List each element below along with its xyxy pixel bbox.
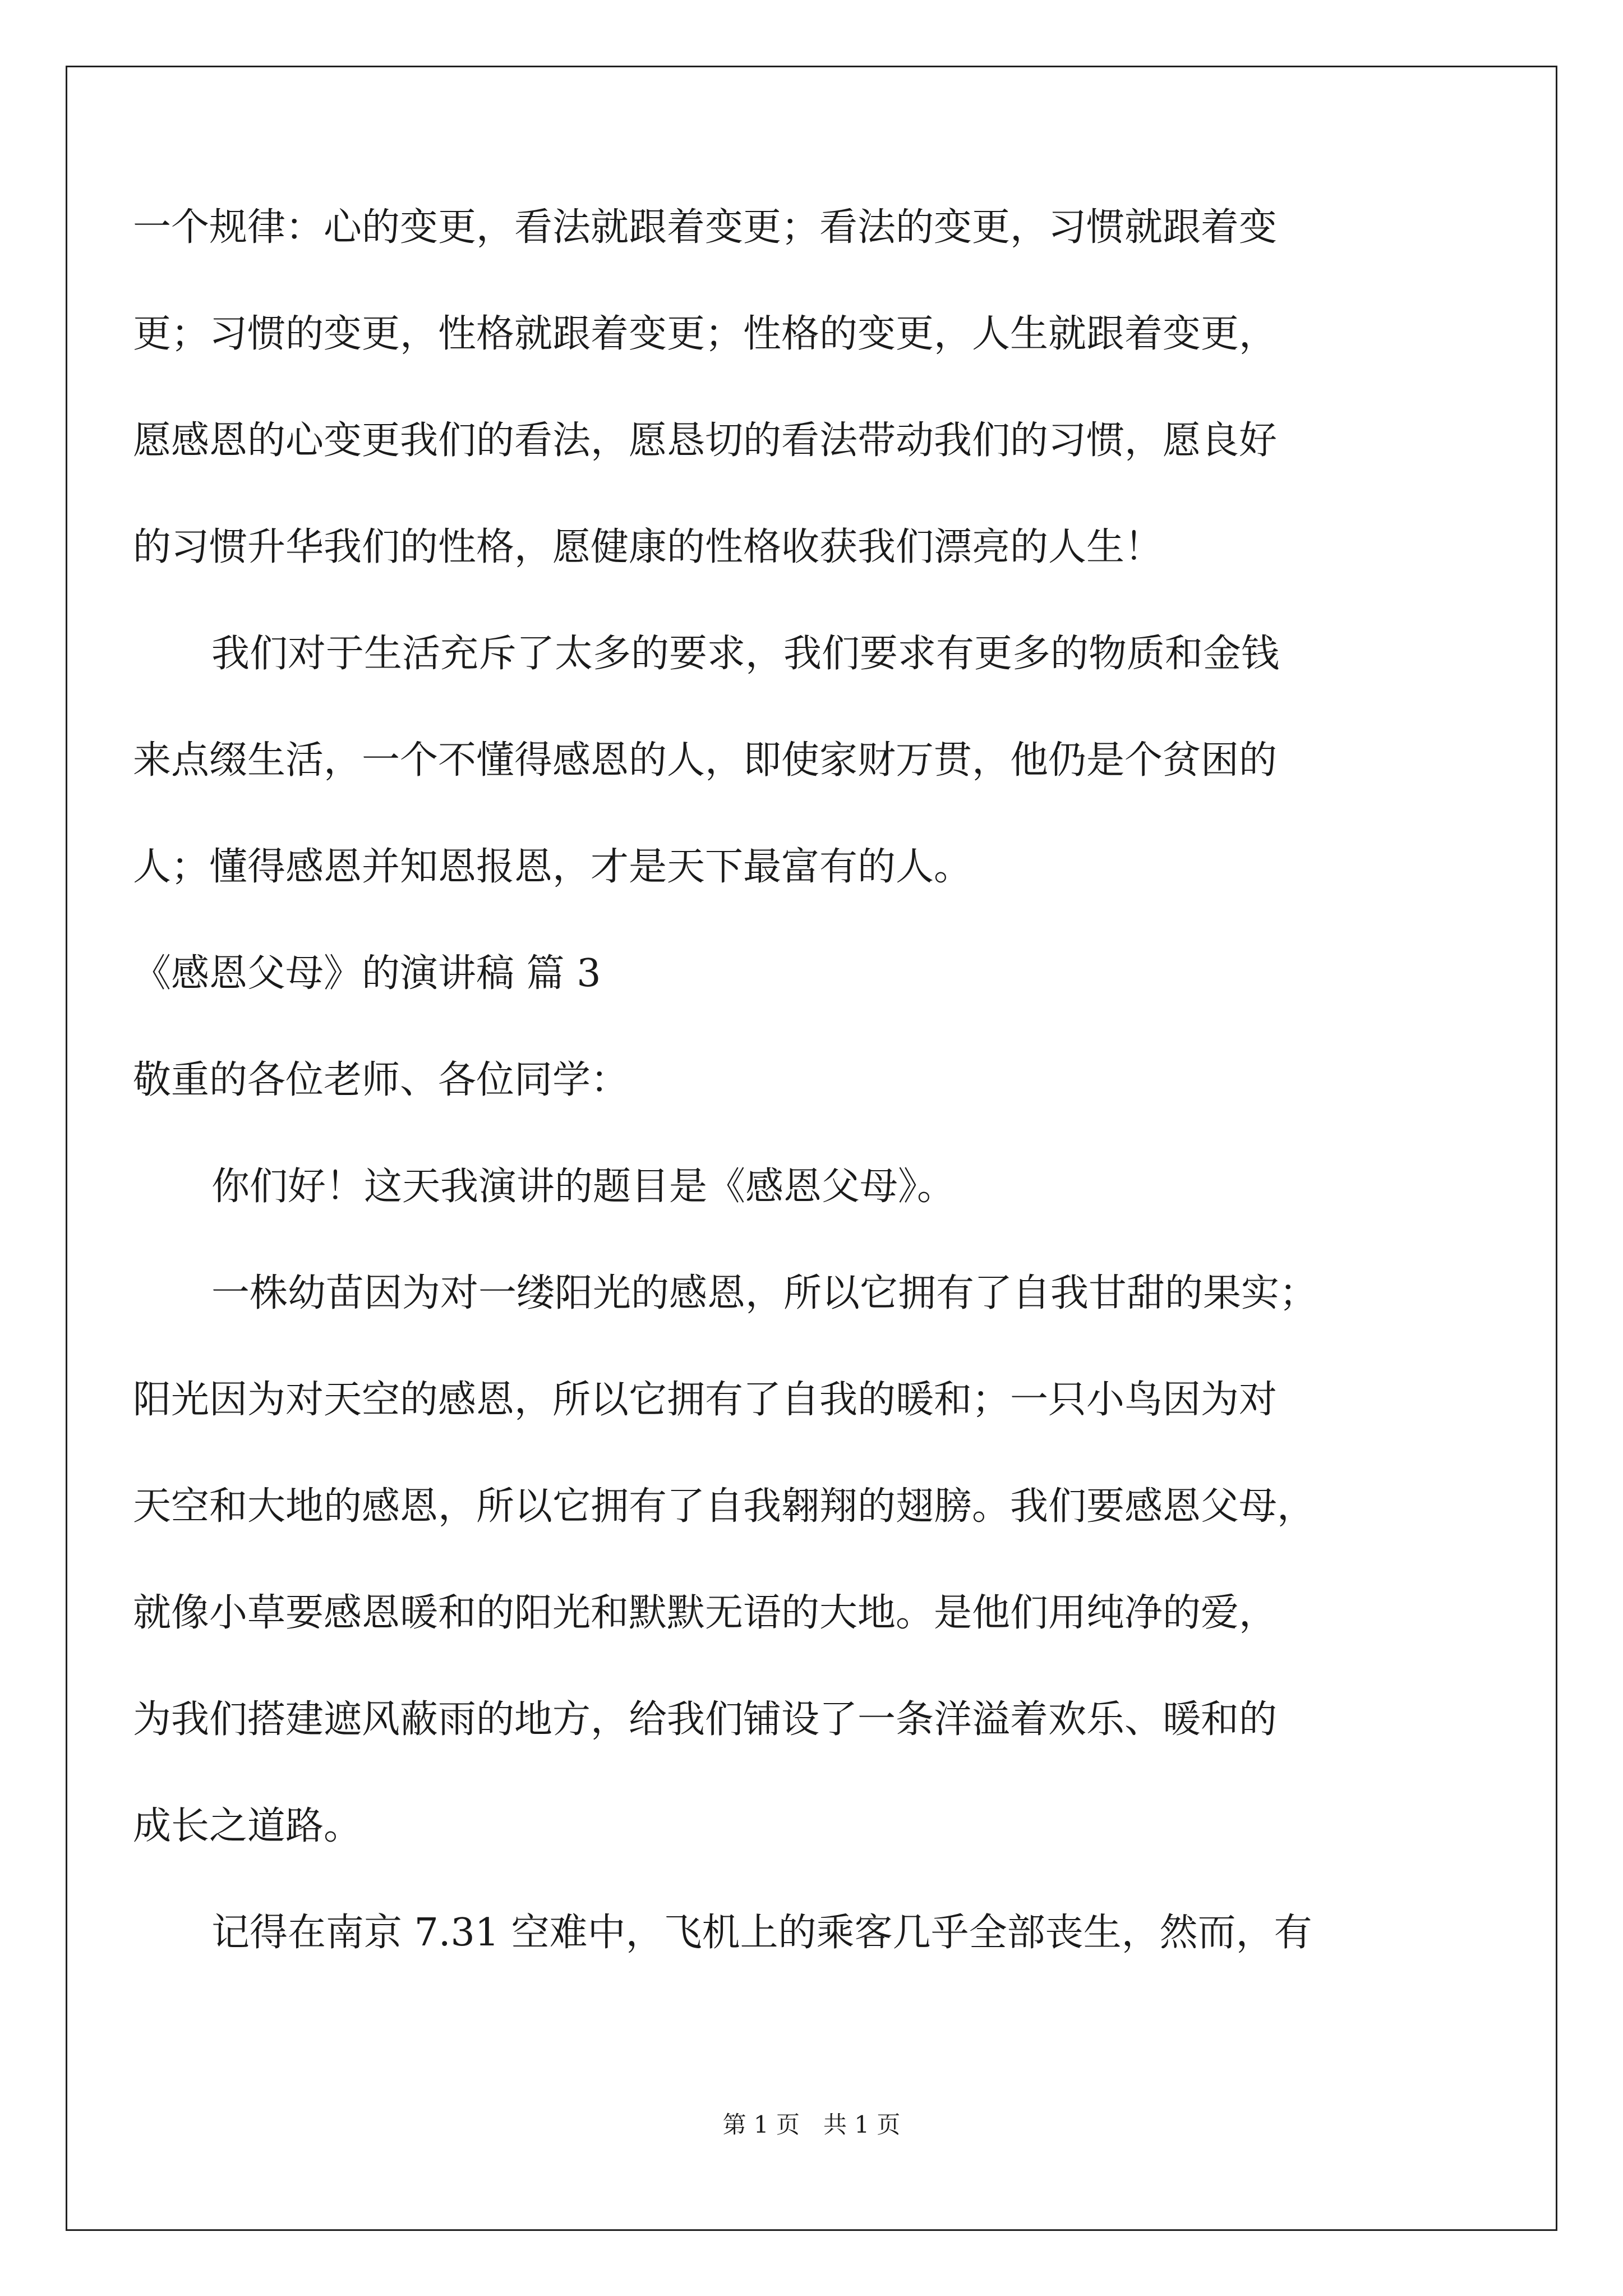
text-line: 成长之道路。 xyxy=(133,1804,362,1848)
text-line: 阳光因为对天空的感恩，所以它拥有了自我的暖和；一只小鸟因为对 xyxy=(133,1378,1278,1422)
text-line: 更；习惯的变更，性格就跟着变更；性格的变更，人生就跟着变更， xyxy=(133,312,1278,356)
text-line: 来点缀生活，一个不懂得感恩的人，即使家财万贯，他仍是个贫困的 xyxy=(133,738,1278,783)
salutation: 敬重的各位老师、各位同学： xyxy=(133,1058,629,1102)
text-line: 就像小草要感恩暖和的阳光和默默无语的大地。是他们用纯净的爱， xyxy=(133,1591,1278,1635)
page-border xyxy=(66,66,1557,2231)
paragraph-start-line: 我们对于生活充斥了太多的要求，我们要求有更多的物质和金钱 xyxy=(211,632,1280,676)
text-line: 人；懂得感恩并知恩报恩，才是天下最富有的人。 xyxy=(133,845,972,889)
text-line: 的习惯升华我们的性格，愿健康的性格收获我们漂亮的人生！ xyxy=(133,525,1163,569)
page-number-footer: 第 1 页 共 1 页 xyxy=(722,2111,901,2138)
section-heading: 《感恩父母》的演讲稿 篇 3 xyxy=(133,951,601,996)
paragraph-start-line: 你们好！这天我演讲的题目是《感恩父母》。 xyxy=(211,1165,956,1209)
text-line: 愿感恩的心变更我们的看法，愿恳切的看法带动我们的习惯，愿良好 xyxy=(133,418,1278,463)
paragraph-start-line: 一株幼苗因为对一缕阳光的感恩，所以它拥有了自我甘甜的果实； xyxy=(211,1271,1318,1315)
paragraph-start-line: 记得在南京 7.31 空难中，飞机上的乘客几乎全部丧生，然而，有 xyxy=(211,1911,1312,1955)
text-line: 为我们搭建遮风蔽雨的地方，给我们铺设了一条洋溢着欢乐、暖和的 xyxy=(133,1697,1278,1742)
text-line: 天空和大地的感恩，所以它拥有了自我翱翔的翅膀。我们要感恩父母， xyxy=(133,1484,1316,1529)
text-line: 一个规律：心的变更，看法就跟着变更；看法的变更，习惯就跟着变 xyxy=(133,205,1278,250)
